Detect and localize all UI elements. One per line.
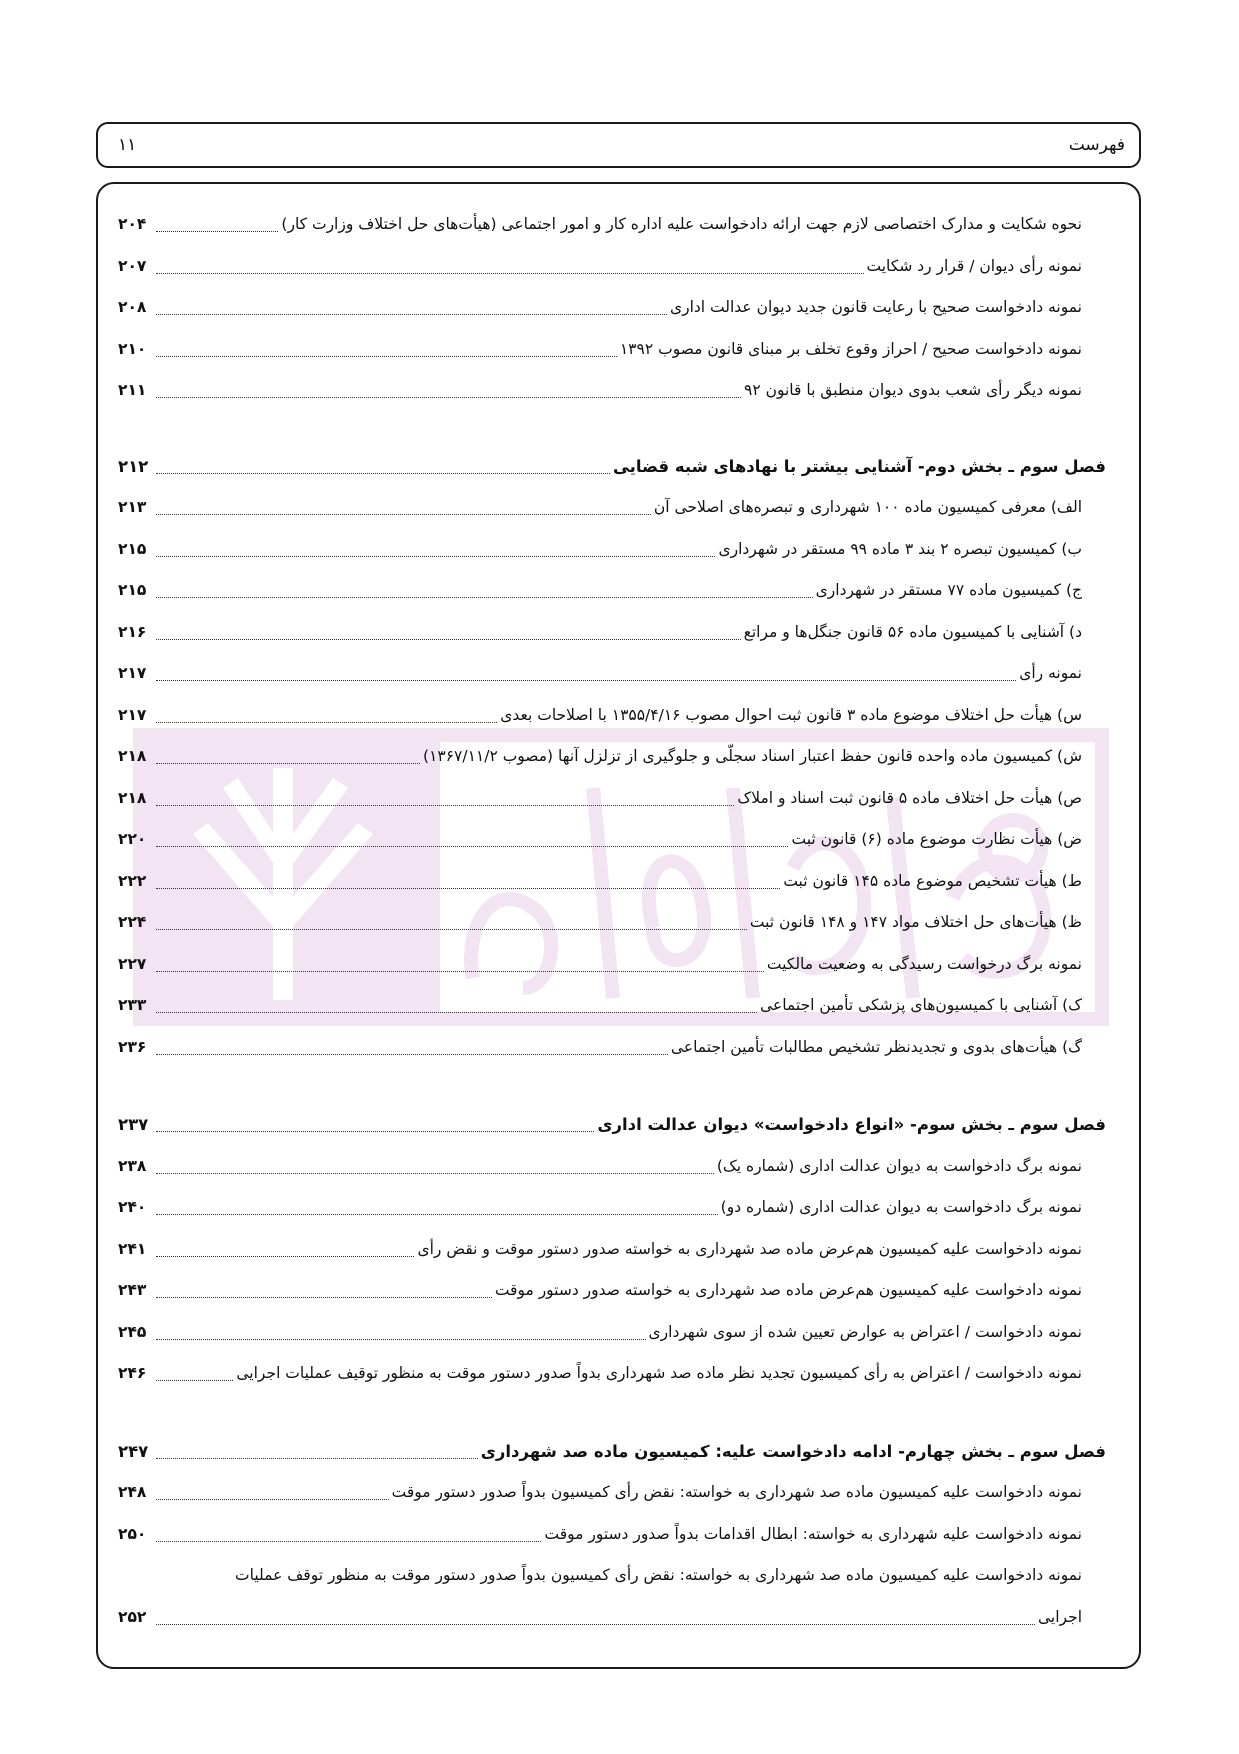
dot-leader [156,1458,478,1459]
dot-leader [156,1339,646,1340]
dot-leader [156,1380,233,1381]
toc-entry[interactable] [118,570,1106,612]
toc-section [118,204,1106,412]
dot-leader [156,514,651,515]
dot-leader [156,722,497,723]
dot-leader [156,763,420,764]
toc-entry-title: ج) کمیسیون ماده ۷۷ مستقر در شهرداری [815,581,1082,599]
toc-chapter-heading[interactable] [118,1104,1106,1146]
dot-leader [156,356,617,357]
toc-entry-title: نمونه دادخواست علیه کمیسیون ماده صد شهرداری به خواسته: نقض رأی کمیسیون بدواً صدور دستور موقت به منظور توقف عملیات [235,1566,1082,1584]
dot-leader [156,888,780,889]
toc-entry-page: ۲۱۸ [118,788,147,807]
toc-heading-title: فصل سوم ـ بخش چهارم- ادامه دادخواست علیه: کمیسیون ماده صد شهرداری [480,1441,1106,1461]
toc-entry-page: ۲۴۵ [118,1322,147,1341]
toc-entry-title: گ) هیأت‌های بدوی و تجدیدنظر تشخیص مطالبات تأمین اجتماعی [670,1037,1082,1056]
dot-leader [156,971,764,972]
toc-entry[interactable] [118,287,1106,329]
toc-entry-title: نمونه دادخواست علیه کمیسیون هم‌عرض ماده صد شهرداری به خواسته صدور دستور موقت [494,1281,1082,1299]
toc-entry-title: س) هیأت حل اختلاف موضوع ماده ۳ قانون ثبت احوال مصوب ۱۳۵۵/۴/۱۶ با اصلاحات بعدی [500,705,1082,724]
toc-entry[interactable] [118,819,1106,861]
toc-entry-title: نمونه برگ درخواست رسیدگی به وضعیت مالکیت [766,954,1082,973]
toc-entry[interactable] [118,861,1106,903]
toc-entry-page: ۲۱۷ [118,664,147,682]
toc-entry[interactable] [118,529,1106,571]
toc-entry-title: نمونه دادخواست علیه کمیسیون هم‌عرض ماده صد شهرداری به خواسته صدور دستور موقت و نقض رأی [417,1239,1082,1258]
toc-entry[interactable] [118,1472,1106,1514]
toc-entry-page: ۲۱۵ [118,581,147,599]
toc-entry-title: نمونه دادخواست علیه کمیسیون ماده صد شهرداری به خواسته: نقض رأی کمیسیون بدواً صدور دستور موقت [391,1483,1082,1501]
toc-entry-title: نمونه دادخواست علیه شهرداری به خواسته: ابطال اقدامات بدواً صدور دستور موقت [544,1524,1082,1543]
dot-leader [156,929,747,930]
toc-entry-title: الف) معرفی کمیسیون ماده ۱۰۰ شهرداری و تبصره‌های اصلاحی آن [653,498,1082,516]
toc-entry[interactable] [118,1353,1106,1395]
toc-entry-title: ب) کمیسیون تبصره ۲ بند ۳ ماده ۹۹ مستقر در شهرداری [718,539,1082,558]
toc-entry-title: د) آشنایی با کمیسیون ماده ۵۶ قانون جنگل‌ها و مراتع [743,622,1082,641]
toc-entry-page: ۲۱۳ [118,498,147,516]
dot-leader [156,1131,594,1132]
toc-chapter-heading[interactable] [118,446,1106,488]
dot-leader [156,1256,414,1257]
toc-chapter-heading[interactable] [118,1431,1106,1473]
toc-entry-page: ۲۲۰ [118,830,147,848]
toc-entry-title: نمونه دادخواست / اعتراض به عوارض تعیین شده از سوی شهرداری [648,1322,1082,1341]
toc-entry[interactable] [118,1555,1106,1638]
toc-entry-page: ۲۰۸ [118,298,147,316]
toc-entry[interactable] [118,1229,1106,1271]
toc-entry-page: ۲۰۴ [118,215,147,233]
toc-entry-title: ش) کمیسیون ماده واحده قانون حفظ اعتبار اسناد سجلّی و جلوگیری از تزلزل آنها (مصوب ۱۳۶۷/۱۱/۲) [422,747,1082,765]
toc-entry-page: ۲۱۷ [118,705,147,724]
toc-heading-page: ۲۱۲ [118,456,149,476]
toc-entry[interactable] [118,329,1106,371]
toc-entry-title: ض) هیأت نظارت موضوع ماده (۶) قانون ثبت [791,830,1082,848]
toc-entry[interactable] [118,1187,1106,1229]
toc-entry[interactable] [118,1027,1106,1069]
dot-leader [156,1499,389,1500]
toc-entry-page: ۲۴۱ [118,1239,147,1258]
dot-leader [156,639,741,640]
toc-entry-title: نمونه دادخواست صحیح با رعایت قانون جدید دیوان عدالت اداری [669,298,1082,316]
toc-entry-page: ۲۵۰ [118,1524,147,1543]
toc-entry[interactable] [118,1514,1106,1556]
table-of-contents [118,204,1106,1674]
toc-entry[interactable] [118,985,1106,1027]
toc-entry-page: ۲۳۶ [118,1037,147,1056]
page-header [96,122,1141,168]
toc-entry-page: ۲۱۰ [118,339,147,358]
toc-entry-page: ۲۱۶ [118,622,147,641]
toc-entry-title: نمونه رأی دیوان / قرار رد شکایت [866,256,1082,275]
dot-leader [156,231,278,232]
toc-entry-page: ۲۴۳ [118,1281,147,1299]
dot-leader [156,314,667,315]
toc-heading-page: ۲۳۷ [118,1115,149,1134]
dot-leader [156,556,715,557]
toc-heading-title: فصل سوم ـ بخش سوم- «انواع دادخواست» دیوان عدالت اداری [597,1115,1106,1134]
toc-entry-title: نمونه برگ دادخواست به دیوان عدالت اداری (شماره دو) [720,1198,1082,1216]
dot-leader [156,1012,757,1013]
dot-leader [156,1214,718,1215]
toc-entry[interactable] [118,1312,1106,1354]
toc-entry-title: نمونه دادخواست صحیح / احراز وقوع تخلف بر مبنای قانون مصوب ۱۳۹۲ [619,339,1082,358]
toc-entry[interactable] [118,653,1106,695]
dot-leader [156,273,864,274]
toc-entry[interactable] [118,246,1106,288]
dot-leader [156,597,813,598]
toc-entry-page: ۲۳۳ [118,996,147,1014]
toc-entry-title: نمونه برگ دادخواست به دیوان عدالت اداری (شماره یک) [716,1156,1082,1175]
toc-entry-page: ۲۴۶ [118,1364,147,1382]
toc-entry[interactable] [118,1146,1106,1188]
toc-entry-title: ط) هیأت تشخیص موضوع ماده ۱۴۵ قانون ثبت [783,871,1082,890]
toc-entry-page: ۲۵۲ [118,1607,147,1626]
toc-entry-page: ۲۳۸ [118,1156,147,1175]
dot-leader [156,680,1016,681]
toc-entry-page: ۲۴۸ [118,1483,147,1501]
toc-entry-page: ۲۴۰ [118,1198,147,1216]
toc-entry[interactable] [118,1270,1106,1312]
dot-leader [156,1173,714,1174]
toc-entry-title-continued: اجرایی [1038,1607,1082,1626]
toc-entry[interactable] [118,902,1106,944]
toc-entry-page: ۲۱۱ [118,381,147,399]
toc-entry-title: نمونه رأی [1019,664,1082,682]
dot-leader [156,805,734,806]
toc-entry[interactable] [118,944,1106,986]
toc-entry-page: ۲۲۷ [118,954,147,973]
toc-entry-title: ظ) هیأت‌های حل اختلاف مواد ۱۴۷ و ۱۴۸ قانون ثبت [749,913,1082,931]
toc-entry-title: نمونه دادخواست / اعتراض به رأی کمیسیون تجدید نظر ماده صد شهرداری بدواً صدور دستور موقت به منظور توقیف عملیات اجرایی [236,1364,1082,1382]
toc-entry[interactable] [118,487,1106,529]
toc-entry-page: ۲۲۲ [118,871,147,890]
toc-entry[interactable] [118,736,1106,778]
header-page-number: ۱۱ [118,135,137,155]
toc-entry[interactable] [118,612,1106,654]
toc-entry[interactable] [118,695,1106,737]
toc-section [118,1431,1106,1639]
toc-heading-page: ۲۴۷ [118,1441,149,1461]
toc-entry-page: ۲۰۷ [118,256,147,275]
dot-leader [156,1541,541,1542]
toc-entry-title: نمونه دیگر رأی شعب بدوی دیوان منطبق با قانون ۹۲ [744,381,1082,399]
toc-section [118,1104,1106,1395]
dot-leader [156,473,610,474]
toc-entry-title: ص) هیأت حل اختلاف ماده ۵ قانون ثبت اسناد و املاک [737,788,1082,807]
header-title: فهرست [1068,135,1125,155]
toc-entry-page: ۲۱۸ [118,747,147,765]
dot-leader [156,1624,1035,1625]
toc-entry[interactable] [118,778,1106,820]
dot-leader [156,397,741,398]
toc-entry-title: نحوه شکایت و مدارک اختصاصی لازم جهت ارائه دادخواست علیه اداره کار و امور اجتماعی (هیأت‌های حل اختلاف وزارت کار) [281,215,1082,233]
toc-section [118,446,1106,1069]
dot-leader [156,1297,492,1298]
dot-leader [156,1054,668,1055]
toc-entry[interactable] [118,370,1106,412]
toc-entry-title: ک) آشنایی با کمیسیون‌های پزشکی تأمین اجتماعی [760,996,1082,1014]
toc-entry[interactable] [118,204,1106,246]
toc-heading-title: فصل سوم ـ بخش دوم- آشنایی بیشتر با نهادهای شبه قضایی [612,456,1106,476]
toc-entry-page: ۲۲۴ [118,913,147,931]
dot-leader [156,846,788,847]
toc-entry-page: ۲۱۵ [118,539,147,558]
